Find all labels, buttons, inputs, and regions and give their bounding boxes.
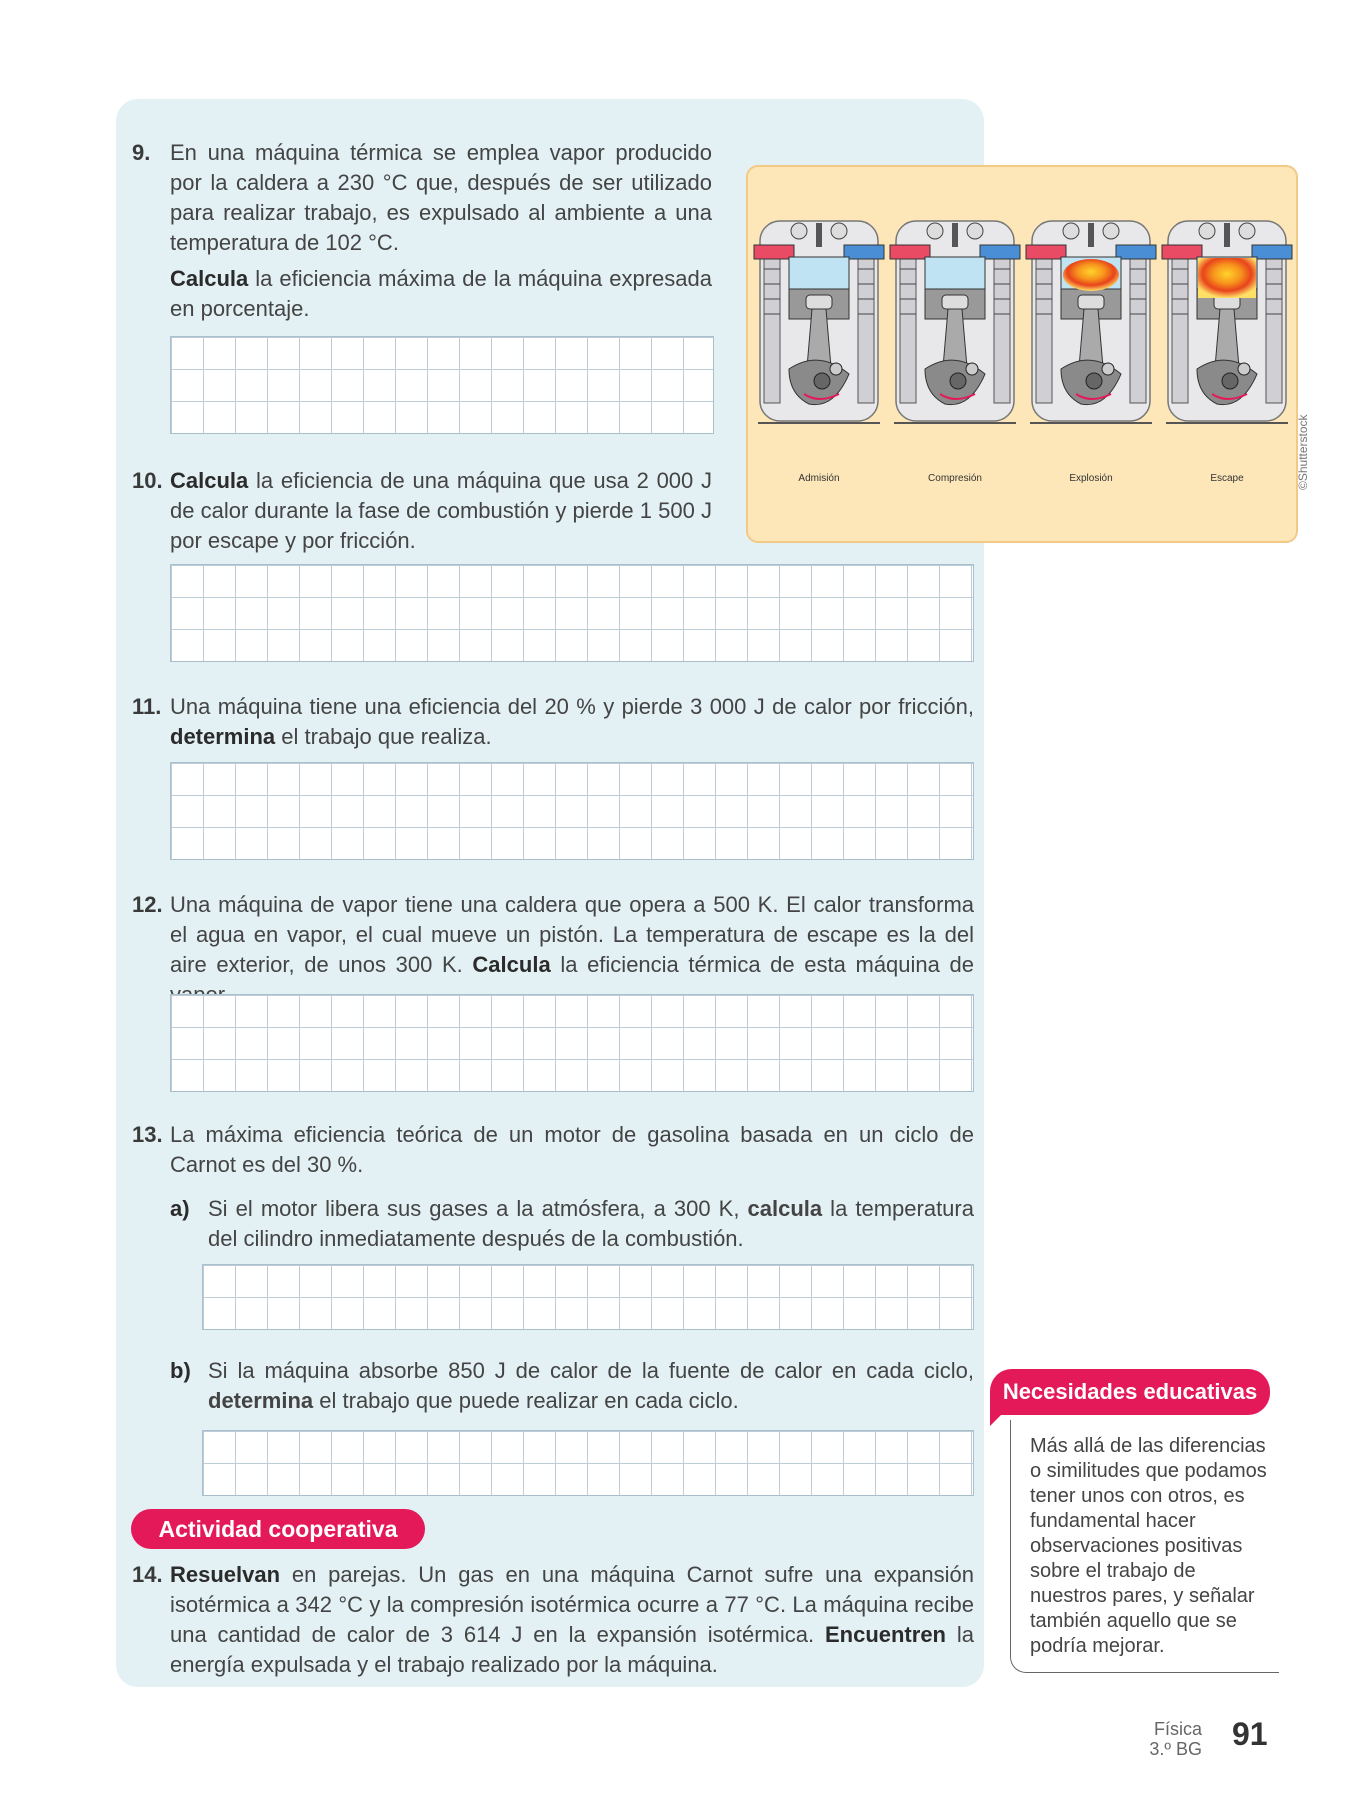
instruction-verb: determina xyxy=(170,724,276,749)
question-11 xyxy=(132,692,974,752)
question-text: en parejas. Un gas en una máquina Carnot sufre una expansión isotérmica a 342 °C y la compresión isotérmica ocurre a 77 °C. La máquina recibe una cantidad de calor de 3 614 J en la expansión isotérmica. xyxy=(170,1562,974,1647)
four-stroke-engine-illustration xyxy=(748,167,1296,541)
question-13a xyxy=(170,1194,974,1254)
question-number: 12. xyxy=(132,892,163,917)
engine-exhaust xyxy=(1162,221,1292,423)
question-number: 9. xyxy=(132,140,151,165)
question-text: Una máquina tiene una eficiencia del 20 % y pierde 3 000 J de calor por fricción, xyxy=(170,694,974,719)
cooperative-activity-label: Actividad cooperativa xyxy=(131,1509,425,1549)
engine-explosion xyxy=(1026,221,1156,423)
question-text: la eficiencia de una máquina que usa 2 000 J de calor durante la fase de combustión y pierde 1 500 J por escape y por fricción. xyxy=(170,468,712,553)
question-text: Si la máquina absorbe 850 J de calor de la fuente de calor en cada ciclo, xyxy=(208,1358,974,1383)
question-number: 14. xyxy=(132,1562,163,1587)
question-number: 13. xyxy=(132,1122,163,1147)
question-13b xyxy=(170,1356,974,1416)
engine-strokes-figure xyxy=(746,165,1298,543)
question-text: la eficiencia máxima de la máquina expresada en porcentaje. xyxy=(170,266,712,321)
image-credit: ©Shutterstock xyxy=(1296,414,1310,490)
question-10 xyxy=(132,466,712,556)
engine-admission xyxy=(754,221,884,423)
question-text: la temperatura del cilindro inmediatamente después de la combustión. xyxy=(208,1196,974,1251)
answer-grid[interactable] xyxy=(202,1430,974,1496)
instruction-verb: calcula xyxy=(747,1196,823,1221)
instruction-verb: Calcula xyxy=(170,266,249,291)
instruction-verb: Encuentren xyxy=(824,1622,946,1647)
question-9 xyxy=(132,138,712,324)
question-number: 11. xyxy=(132,694,162,719)
question-12 xyxy=(132,890,974,1010)
question-14 xyxy=(132,1560,974,1680)
question-text: Si el motor libera sus gases a la atmósfera, a 300 K, xyxy=(208,1196,748,1221)
question-13 xyxy=(132,1120,974,1180)
answer-grid[interactable] xyxy=(170,762,974,860)
question-text: Una máquina de vapor tiene una caldera que opera a 500 K. El calor transforma el agua en vapor, el cual mueve un pistón. La temperatura de escape es la del aire exterior, de unos 300 K. xyxy=(170,892,974,977)
instruction-verb: Calcula xyxy=(170,468,249,493)
stage-caption: Admisión xyxy=(798,473,840,484)
footer-subject xyxy=(1140,1719,1202,1759)
instruction-verb: Calcula xyxy=(472,952,551,977)
question-text: En una máquina térmica se emplea vapor producido por la caldera a 230 °C que, después de ser utilizado para realizar trabajo, es expulsado al ambiente a una temperatura de 102 °C. xyxy=(170,140,712,255)
question-text: la energía expulsada y el trabajo realizado por la máquina. xyxy=(170,1622,974,1677)
answer-grid[interactable] xyxy=(202,1264,974,1330)
callout-tail xyxy=(990,1412,1004,1426)
stage-caption: Compresión xyxy=(928,473,982,484)
subject-name: Física xyxy=(1153,1719,1202,1739)
question-text: La máxima eficiencia teórica de un motor de gasolina basada en un ciclo de Carnot es del 30 %. xyxy=(170,1122,974,1177)
stage-caption: Escape xyxy=(1210,473,1244,484)
question-text: el trabajo que puede realizar en cada ciclo. xyxy=(313,1388,739,1413)
engine-compression xyxy=(890,221,1020,423)
question-text: el trabajo que realiza. xyxy=(275,724,492,749)
question-number: 10. xyxy=(132,468,163,493)
question-text: la eficiencia térmica de esta máquina de xyxy=(560,952,974,977)
subquestion-label: b) xyxy=(170,1358,191,1383)
page-number: 91 xyxy=(1232,1716,1268,1752)
stage-caption: Explosión xyxy=(1069,473,1113,484)
grade-level: 3.º BG xyxy=(1149,1739,1202,1759)
answer-grid[interactable] xyxy=(170,564,974,662)
subquestion-label: a) xyxy=(170,1196,190,1221)
educational-needs-text: Más allá de las diferencias o similitudes que podamos tener unos con otros, es fundamental hacer observaciones positivas sobre el trabajo de nuestros pares, y señalar también aquello que se podría mejorar. xyxy=(1030,1435,1267,1657)
educational-needs-title: Necesidades educativas xyxy=(990,1369,1270,1415)
answer-grid[interactable] xyxy=(170,994,974,1092)
instruction-verb: determina xyxy=(208,1388,314,1413)
answer-grid[interactable] xyxy=(170,336,714,434)
instruction-verb: Resuelvan xyxy=(170,1562,281,1587)
